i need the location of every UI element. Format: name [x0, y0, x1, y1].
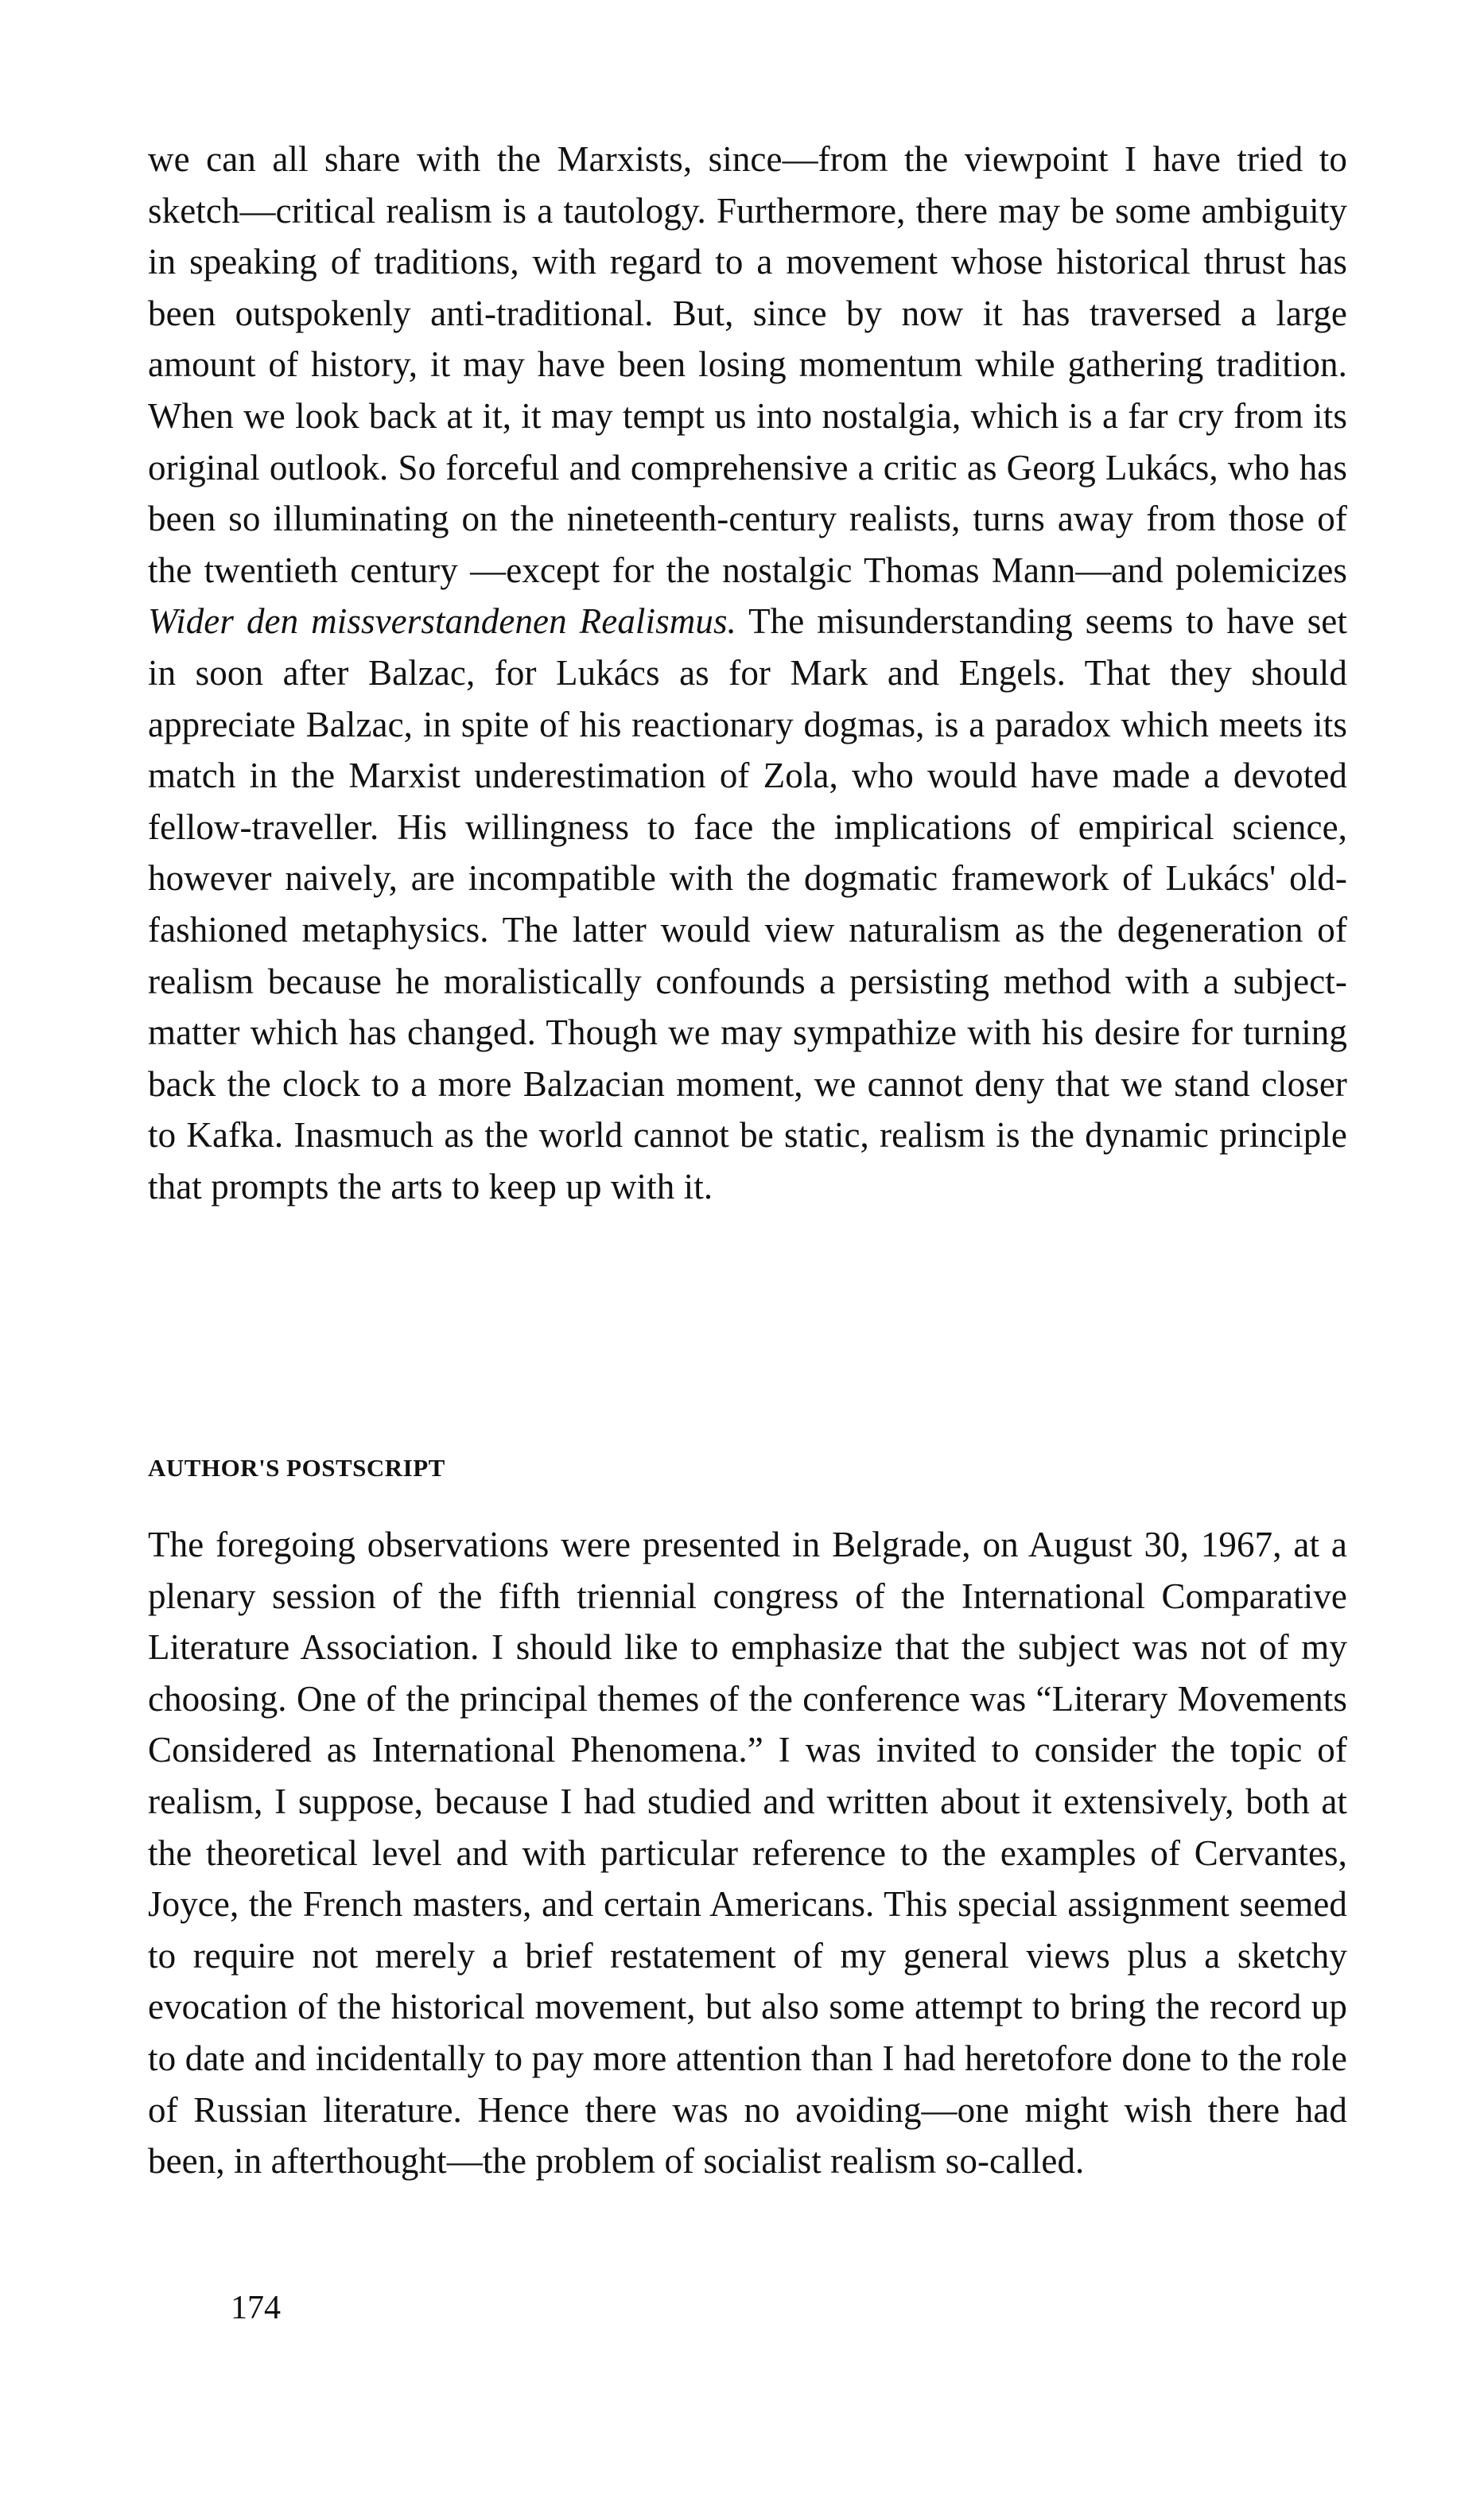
- paragraph-text-start: we can all share with the Marxists, since—from the viewpoint I have tried to sketch—critical realism is a tautology. Furthermore, there may be some ambiguity in speaking of traditions, with regard to a movement whose historical thrust has been outspokenly anti-traditional. But, since by now it has traversed a large amount of history, it may have been losing momentum while gathering tradition. When we look back at it, it may tempt us into nostalgia, which is a far cry from its original outlook. So forceful and comprehensive a critic as Georg Lukács, who has been so illuminating on the nineteenth-century realists, turns away from those of the twentieth century —except for the nostalgic Thomas Mann—and polemicizes: [148, 139, 1347, 590]
- paragraph-text-end: The misunderstanding seems to have set in soon after Balzac, for Lukács as for Mark and Engels. That they should appreciate Balzac, in spite of his reactionary dogmas, is a paradox which meets its match in the Marxist underestimation of Zola, who would have made a devoted fellow-traveller. His willingness to face the implications of empirical science, however naively, are incompatible with the dogmatic framework of Lukács' old-fashioned metaphysics. The latter would view naturalism as the degeneration of realism because he moralistically confounds a persisting method with a subject-matter which has changed. Though we may sympathize with his desire for turning back the clock to a more Balzacian moment, we cannot deny that we stand closer to Kafka. Inasmuch as the world cannot be static, realism is the dynamic principle that prompts the arts to keep up with it.: [148, 601, 1347, 1207]
- page-number: 174: [231, 2290, 281, 2326]
- postscript-paragraph: The foregoing observations were presented in Belgrade, on August 30, 1967, at a plenary session of the fifth triennial congress of the International Comparative Literature Association. I should like to emphasize that the subject was not of my choosing. One of the principal themes of the conference was “Literary Movements Considered as International Phenomena.” I was invited to consider the topic of realism, I suppose, because I had studied and written about it extensively, both at the theoretical level and with particular reference to the examples of Cervantes, Joyce, the French masters, and certain Americans. This special assignment seemed to require not merely a brief restatement of my general views plus a sketchy evocation of the historical movement, but also some attempt to bring the record up to date and incidentally to pay more attention than I had heretofore done to the role of Russian literature. Hence there was no avoiding—one might wish there had been, in afterthought—the problem of socialist realism so-called.: [148, 1525, 1347, 2182]
- body-paragraph: [148, 134, 1347, 1212]
- section-heading: AUTHOR'S POSTSCRIPT: [148, 1454, 445, 1482]
- italic-book-title: Wider den missverstandenen Realismus.: [148, 601, 736, 642]
